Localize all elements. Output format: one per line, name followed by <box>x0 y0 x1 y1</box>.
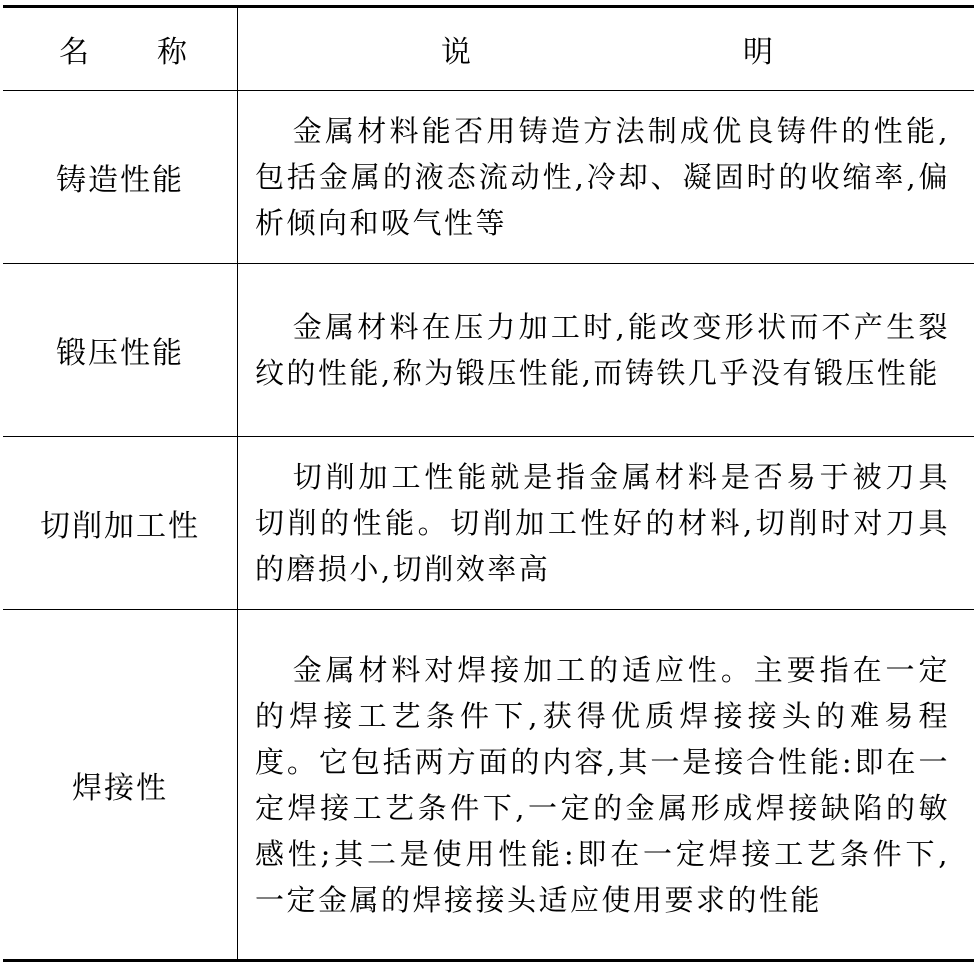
table-row <box>3 436 974 609</box>
table-row <box>3 263 974 436</box>
property-description-cell <box>255 610 950 959</box>
property-description-cell <box>255 264 950 436</box>
header-desc-char-1: 说 <box>441 35 471 70</box>
property-name: 切削加工性 <box>40 509 200 544</box>
header-row <box>3 8 974 90</box>
property-description: 金属材料对焊接加工的适应性。主要指在一定的焊接工艺条件下,获得优质焊接接头的难易程度。它包括两方面的内容,其一是接合性能:即在一定焊接工艺条件下,一定的金属形成焊接缺陷的敏感性;其二是使用性能:即在一定焊接工艺条件下,一定金属的焊接接头适应使用要求的性能 <box>255 652 950 917</box>
property-description: 金属材料能否用铸造方法制成优良铸件的性能,包括金属的液态流动性,冷却、凝固时的收缩率,偏析倾向和吸气性等 <box>255 114 950 240</box>
property-description: 切削加工性能就是指金属材料是否易于被刀具切削的性能。切削加工性好的材料,切削时对刀具的磨损小,切削效率高 <box>255 460 950 586</box>
property-description-cell <box>255 91 950 263</box>
header-desc-cell <box>237 8 974 90</box>
table-row <box>3 609 974 959</box>
property-name: 铸造性能 <box>56 163 184 198</box>
property-description-cell <box>255 437 950 609</box>
property-name: 锻压性能 <box>56 336 184 371</box>
property-description: 金属材料在压力加工时,能改变形状而不产生裂纹的性能,称为锻压性能,而铸铁几乎没有锻压性能 <box>255 310 950 390</box>
table-row <box>3 90 974 263</box>
header-name-char-2: 称 <box>157 35 187 70</box>
header-name-char-1: 名 <box>59 35 89 70</box>
property-name: 焊接性 <box>72 770 168 806</box>
header-name-cell <box>3 8 237 90</box>
header-desc-char-2: 明 <box>743 35 773 70</box>
properties-table <box>3 5 974 962</box>
